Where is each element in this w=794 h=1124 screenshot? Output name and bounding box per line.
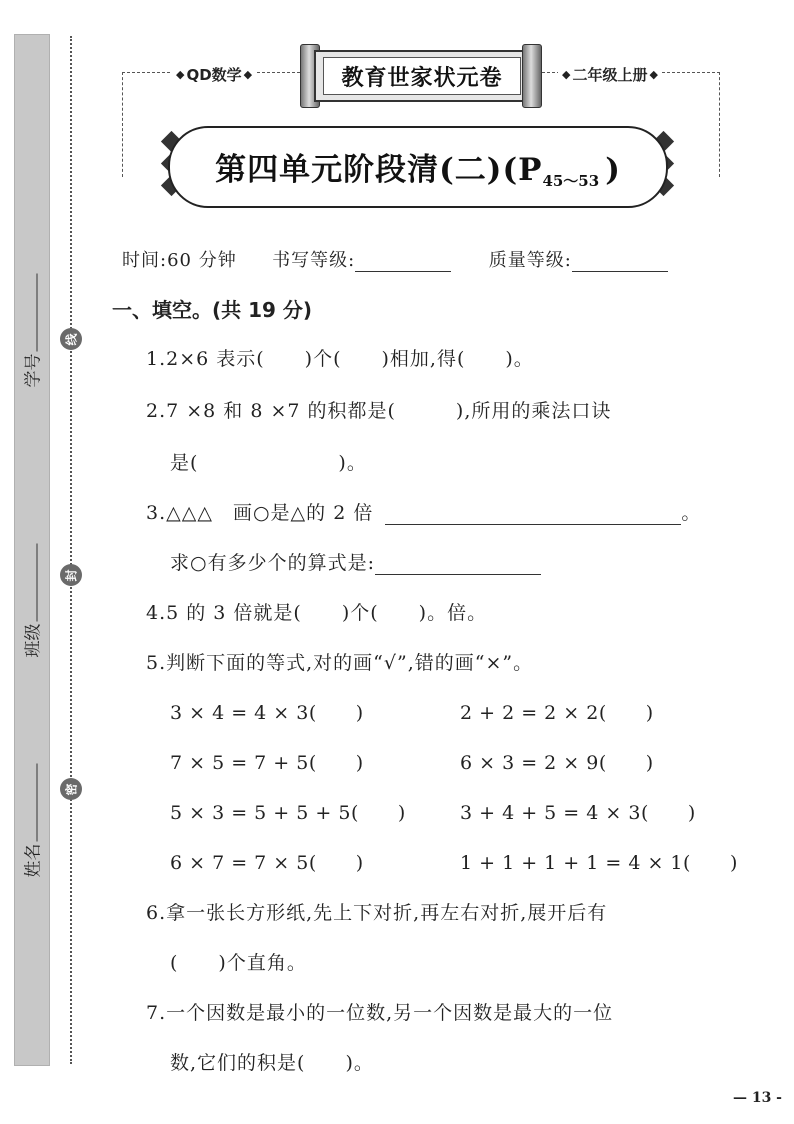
equation-right-3: 3 + 4 + 5 = 4 × 3( ) — [460, 802, 696, 824]
class-line[interactable] — [25, 543, 38, 621]
scroll-rod-right — [522, 44, 542, 108]
name-line[interactable] — [25, 763, 38, 841]
quality-grade-label: 质量等级: — [488, 250, 572, 271]
question-3-line1: 3.△△△ 画○是△的 2 倍 。 — [146, 502, 702, 524]
question-2-line1: 2.7 ×8 和 8 ×7 的积都是( ),所用的乘法口诀 — [146, 400, 612, 422]
question-4: 4.5 的 3 倍就是( )个( )。倍。 — [146, 602, 488, 624]
mark-line: 线 — [60, 328, 82, 350]
student-id-field[interactable] — [14, 250, 48, 410]
writing-grade-blank[interactable] — [355, 251, 451, 272]
name-label: 姓名 — [23, 843, 44, 877]
unit-title-banner — [168, 126, 668, 208]
equation-left-1: 3 × 4 = 4 × 3( ) — [170, 702, 364, 724]
question-1: 1.2×6 表示( )个( )相加,得( )。 — [146, 348, 534, 370]
question-3-line2 — [170, 548, 541, 575]
equation-left-2: 7 × 5 = 7 + 5( ) — [170, 752, 364, 774]
series-title: 教育世家状元卷 — [323, 57, 521, 95]
student-id-line[interactable] — [25, 273, 38, 351]
question-7-line1: 7.一个因数是最小的一位数,另一个因数是最大的一位 — [146, 1002, 614, 1024]
exam-meta — [122, 246, 668, 272]
name-field[interactable] — [14, 740, 48, 900]
subject-tag: ◆ QD数学 ◆ — [172, 64, 256, 85]
question-6-line2: ( )个直角。 — [170, 952, 307, 974]
student-id-label: 学号 — [23, 353, 44, 387]
question-3-text: 3.△△△ 画○是△的 2 倍 — [146, 502, 374, 524]
equation-right-1: 2 + 2 = 2 × 2( ) — [460, 702, 654, 724]
scroll-paper — [314, 50, 530, 102]
question-7-line2: 数,它们的积是( )。 — [170, 1052, 374, 1074]
equation-right-2: 6 × 3 = 2 × 9( ) — [460, 752, 654, 774]
subject-tag-text: QD数学 — [186, 66, 242, 84]
time-limit: 时间:60 分钟 — [122, 250, 237, 271]
equation-right-4: 1 + 1 + 1 + 1 = 4 × 1( ) — [460, 852, 738, 874]
unit-title: 第四单元阶段清(二)($P_{45\sim 53}$ ) — [215, 151, 621, 190]
question-3-formula-label: 求○有多少个的算式是: — [170, 552, 375, 574]
question-2-line2: 是( )。 — [170, 452, 367, 474]
question-3-drawing-blank[interactable] — [385, 504, 681, 525]
question-3-formula-blank[interactable] — [375, 554, 541, 575]
question-6-line1: 6.拿一张长方形纸,先上下对折,再左右对折,展开后有 — [146, 902, 608, 924]
grade-tag-text: 二年级上册 — [572, 66, 648, 84]
cut-line — [70, 36, 72, 1064]
grade-tag: ◆ 二年级上册 ◆ — [558, 64, 662, 85]
quality-grade-blank[interactable] — [572, 251, 668, 272]
writing-grade-label: 书写等级: — [272, 250, 356, 271]
section-title: 一、填空。(共 19 分) — [112, 298, 313, 322]
question-5: 5.判断下面的等式,对的画“√”,错的画“×”。 — [146, 652, 534, 674]
unit-pages: 45～53 — [542, 171, 600, 190]
mark-secret: 密 — [60, 778, 82, 800]
equation-left-3: 5 × 3 = 5 + 5 + 5( ) — [170, 802, 406, 824]
mark-seal: 封 — [60, 564, 82, 586]
page-number: — 13 - — [732, 1090, 782, 1106]
series-scroll — [300, 44, 540, 106]
equation-left-4: 6 × 7 = 7 × 5( ) — [170, 852, 364, 874]
class-field[interactable] — [14, 520, 48, 680]
class-label: 班级 — [23, 623, 44, 657]
